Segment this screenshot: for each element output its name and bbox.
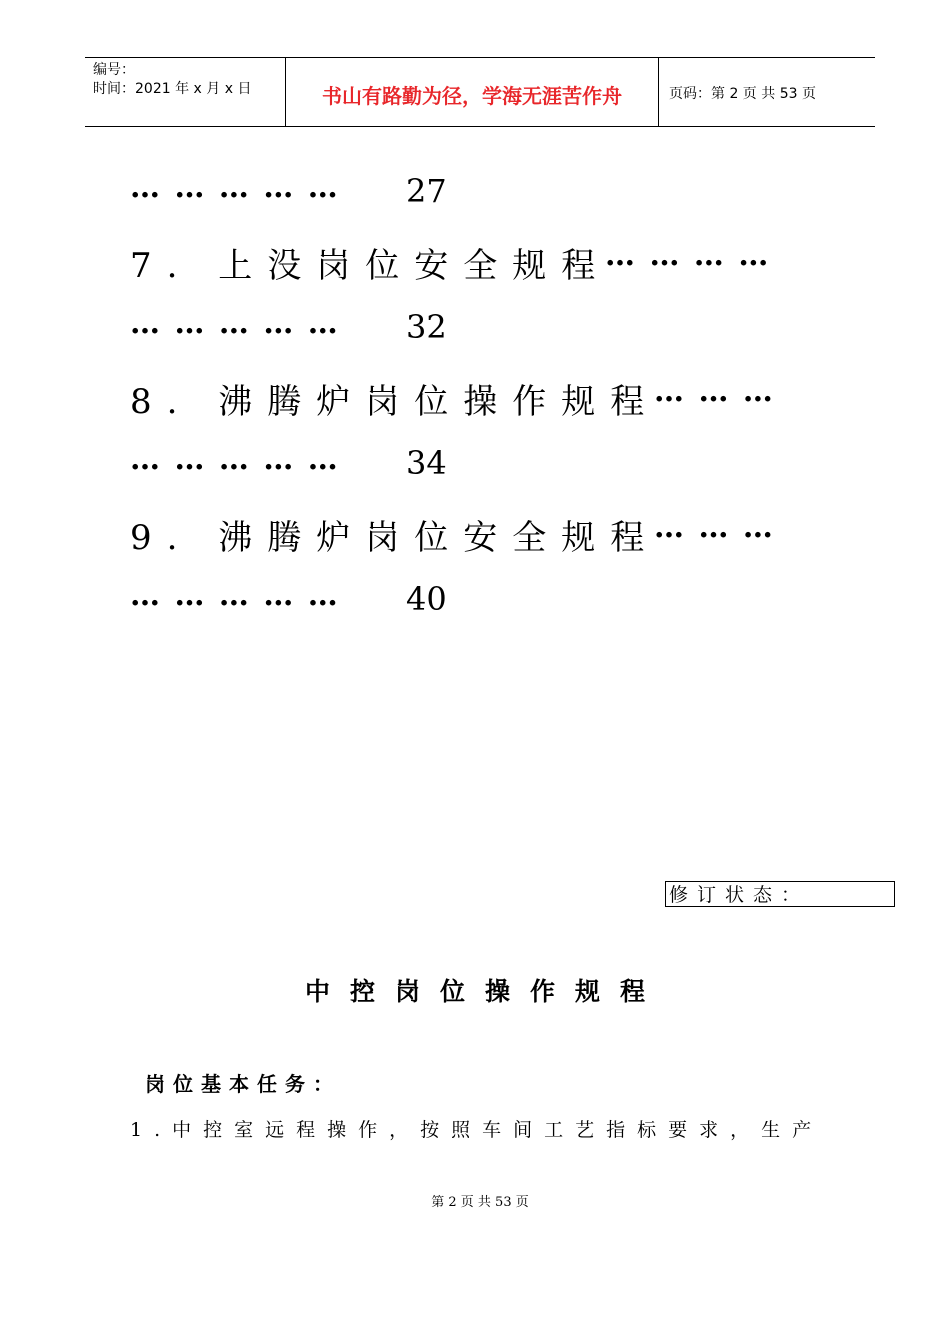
toc-page-number: 34 xyxy=(406,444,447,482)
toc-page-number: 40 xyxy=(406,580,447,618)
header-motto: 书山有路勤为径，学海无涯苦作舟 xyxy=(322,84,622,108)
number-label: 编号： xyxy=(93,62,135,78)
section-title: 中控岗位操作规程 xyxy=(304,977,665,1006)
header-page-cell xyxy=(659,58,875,126)
toc-entry-title: 7. 上没岗位安全规程 xyxy=(130,246,611,286)
document-header xyxy=(85,57,875,127)
toc-leader-dots: … … … … … xyxy=(130,306,340,341)
toc-page-number: 32 xyxy=(406,308,447,346)
toc-entry-title: 9. 沸腾炉岗位安全规程 xyxy=(130,518,660,558)
toc-leader-dots: … … … xyxy=(654,510,775,545)
page-footer: 第 2 页 共 53 页 xyxy=(431,1195,529,1210)
header-motto-cell xyxy=(286,58,659,126)
subsection-title: 岗位基本任务： xyxy=(145,1072,341,1096)
toc-leader-dots: … … … … … xyxy=(130,578,340,613)
body-paragraph: 1.中控室远程操作，按照车间工艺指标要求，生产 xyxy=(130,1119,824,1141)
toc-leader-dots: … … … … … xyxy=(130,170,340,205)
toc-entry-title: 8. 沸腾炉岗位操作规程 xyxy=(130,382,660,422)
toc-page-number: 27 xyxy=(406,172,447,210)
time-label: 时间：2021 年 x 月 x 日 xyxy=(93,81,252,97)
toc-leader-dots: … … … xyxy=(654,374,775,409)
header-page-info: 页码：第 2 页 共 53 页 xyxy=(669,86,816,102)
header-meta xyxy=(85,58,286,126)
toc-leader-dots: … … … … xyxy=(605,238,771,273)
toc-leader-dots: … … … … … xyxy=(130,442,340,477)
revision-status-box: 修订状态： xyxy=(665,881,895,907)
